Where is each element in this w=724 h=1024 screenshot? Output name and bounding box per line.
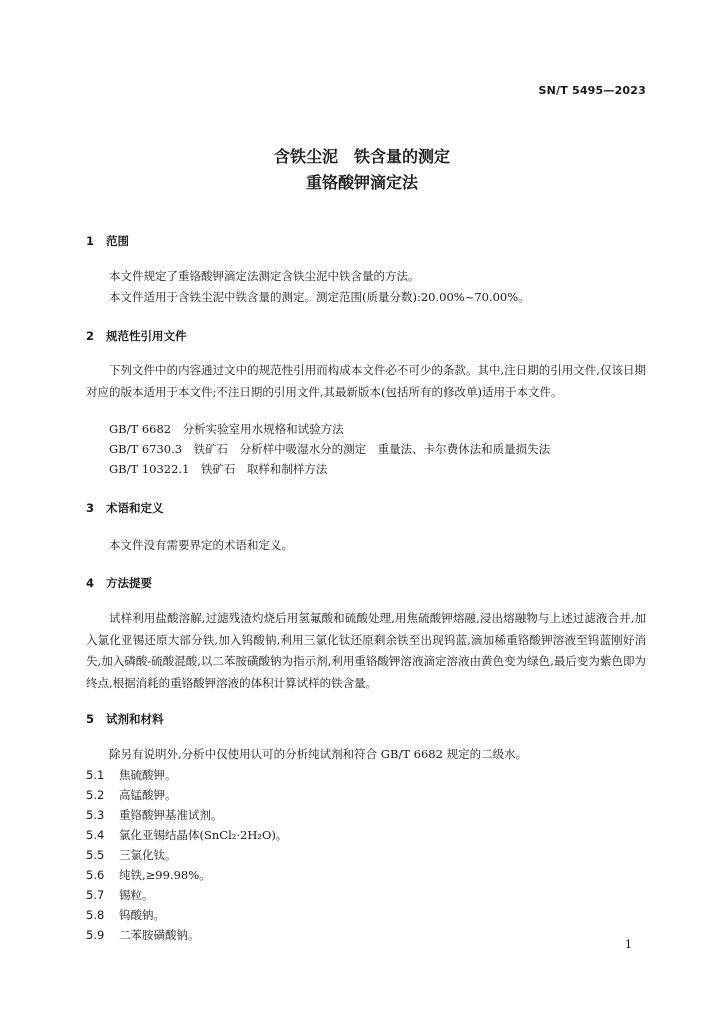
section-title: 术语和定义 [106,501,164,515]
normative-ref-3: GB/T 10322.1 铁矿石 取样和制样方法 [109,462,328,476]
reagent-item-text: 高锰酸钾。 [119,788,177,802]
reagent-item-number: 5.1 [86,768,105,782]
reagent-item-text: 三氯化钛。 [119,848,177,862]
reagent-item [86,905,165,925]
document-title-line1: 含铁尘泥 铁含量的测定 [273,147,450,166]
scope-paragraph-2: 本文件适用于含铁尘泥中铁含量的测定。测定范围(质量分数):20.00%~70.00%。 [109,290,530,304]
reagent-item [86,925,200,945]
page-number: 1 [625,938,632,951]
section-number: 4 [86,576,95,590]
reagent-item [86,785,177,805]
section-title: 规范性引用文件 [106,329,187,343]
reagent-item-number: 5.6 [86,868,105,882]
section-number: 3 [86,501,95,515]
reagent-item [86,885,154,905]
scope-paragraph-1: 本文件规定了重铬酸钾滴定法测定含铁尘泥中铁含量的方法。 [109,269,420,283]
section-heading-4 [86,575,152,591]
document-title-line2: 重铬酸钾滴定法 [305,173,418,192]
reagent-item-text: 锡粒。 [119,888,154,902]
reagent-item-number: 5.3 [86,808,105,822]
reagents-intro: 除另有说明外,分析中仅使用认可的分析纯试剂和符合 GB/T 6682 规定的二级水。 [109,747,528,761]
section-title: 范围 [106,234,129,248]
reagent-item [86,805,223,825]
terms-paragraph: 本文件没有需要界定的术语和定义。 [109,538,293,552]
section-heading-2 [86,328,187,344]
reagent-item-number: 5.2 [86,788,105,802]
reagent-item [86,865,211,885]
reagent-item-number: 5.8 [86,908,105,922]
reagent-item-text: 纯铁,≥99.98%。 [119,868,211,882]
normative-intro-paragraph: 下列文件中的内容通过文中的规范性引用而构成本文件必不可少的条款。其中,注日期的引用文件,仅该日期对应的版本适用于本文件;不注日期的引用文件,其最新版本(包括所有的修改单)适用于本文件。 [86,363,646,399]
section-heading-1 [86,233,129,249]
reagent-item-text: 重铬酸钾基准试剂。 [119,808,223,822]
reagent-item-text: 二苯胺磺酸钠。 [119,928,200,942]
section-number: 2 [86,329,95,343]
section-title: 方法提要 [106,576,152,590]
reagent-item [86,765,177,785]
reagent-item-number: 5.9 [86,928,105,942]
reagent-item-number: 5.4 [86,828,105,842]
reagent-item-text: 钨酸钠。 [119,908,165,922]
standard-number: SN/T 5495—2023 [538,84,646,97]
section-title: 试剂和材料 [106,712,164,726]
section-number: 5 [86,712,95,726]
reagent-item-number: 5.5 [86,848,105,862]
section-heading-5 [86,711,164,727]
reagent-item [86,825,287,845]
section-number: 1 [86,234,95,248]
reagent-item-text: 氯化亚锡结晶体(SnCl₂·2H₂O)。 [119,828,288,842]
reagent-item [86,845,177,865]
reagent-item-number: 5.7 [86,888,105,902]
method-paragraph: 试样利用盐酸溶解,过滤残渣灼烧后用氢氟酸和硫酸处理,用焦硫酸钾熔融,浸出熔融物与上述过滤液合并,加入氯化亚锡还原大部分铁,加入钨酸钠,利用三氯化钛还原剩余铁至出现钨蓝,滴加稀重铬酸钾溶液至钨蓝刚好消失,加入磷酸-硫酸混酸,以二苯胺磺酸钠为指示剂,利用重铬酸钾溶液滴定溶液由黄色变为绿色,最后变为紫色即为终点,根据消耗的重铬酸钾溶液的体积计算试样的铁含量。 [86,611,646,690]
normative-ref-1: GB/T 6682 分析实验室用水规格和试验方法 [109,422,344,436]
section-heading-3 [86,500,164,516]
normative-ref-2: GB/T 6730.3 铁矿石 分析样中吸湿水分的测定 重量法、卡尔费休法和质量损失法 [109,442,551,456]
reagent-item-text: 焦硫酸钾。 [119,768,177,782]
